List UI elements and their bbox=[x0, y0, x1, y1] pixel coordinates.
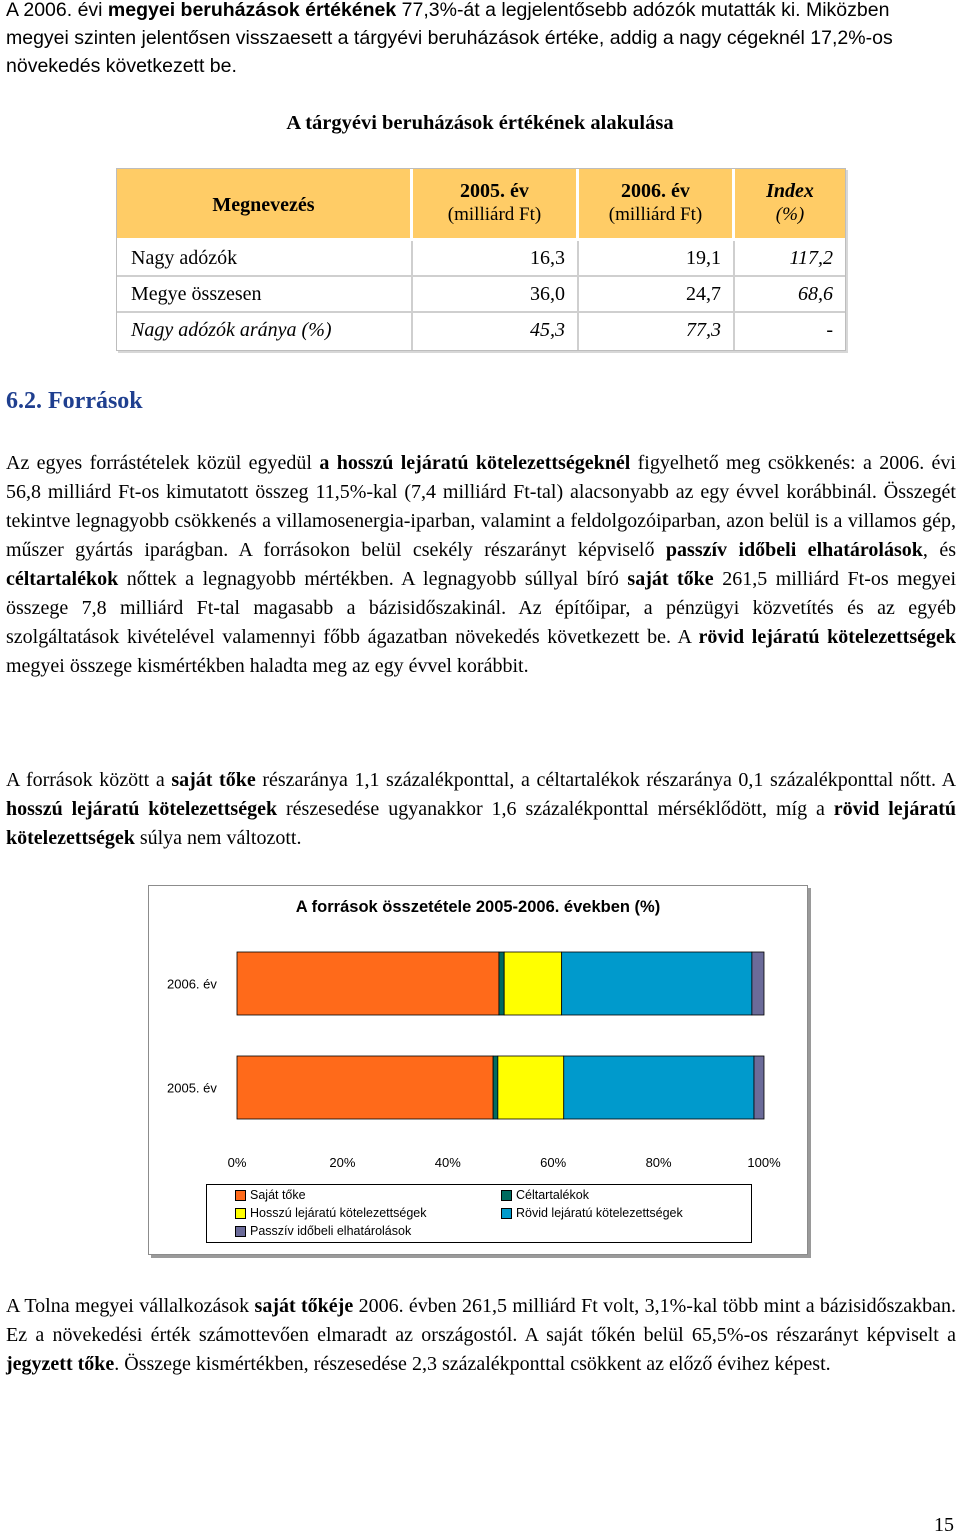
ratios-paragraph bbox=[6, 766, 956, 853]
legend-label: Rövid lejáratú kötelezettségek bbox=[516, 1206, 683, 1220]
body-text: részesedése ugyanakkor 1,6 százalékponttal mérséklődött, míg a bbox=[277, 798, 834, 820]
emphasis-text: passzív időbeli elhatárolások bbox=[665, 539, 923, 561]
body-text: , és bbox=[922, 539, 956, 561]
x-tick-label: 40% bbox=[434, 1155, 461, 1170]
emphasis-text: saját tőke bbox=[171, 769, 256, 791]
legend-swatch bbox=[235, 1226, 246, 1237]
x-tick-label: 100% bbox=[747, 1155, 781, 1170]
x-tick-label: 0% bbox=[227, 1155, 247, 1170]
x-tick-label: 60% bbox=[540, 1155, 567, 1170]
body-text: 2006. évben 261,5 milliárd Ft volt, 3,1%-kal több mint a bázisidőszakban. Ez a növekedési érték számottevően elmaradt az országostól. A saját tőkén belül 65,5%-os részarányt képviselt a bbox=[6, 1295, 956, 1346]
emphasis-text: megyei beruházások értékének bbox=[107, 0, 397, 21]
header-2005-main: 2005. év bbox=[460, 180, 529, 202]
header-index-main: Index bbox=[766, 180, 814, 202]
row-index: - bbox=[826, 319, 833, 341]
legend-swatch bbox=[501, 1208, 512, 1219]
row-index: 117,2 bbox=[735, 241, 845, 277]
bar-segment bbox=[562, 952, 752, 1015]
header-2005 bbox=[413, 169, 579, 241]
category-label: 2006. év bbox=[167, 976, 217, 992]
header-index-unit: (%) bbox=[775, 204, 805, 225]
x-tick-label: 80% bbox=[645, 1155, 672, 1170]
emphasis-text: jegyzett tőke bbox=[6, 1353, 115, 1375]
row-value-2005: 36,0 bbox=[413, 277, 579, 313]
body-text: megyei összege kismértékben haladta meg az egy évvel korábbit. bbox=[6, 655, 529, 677]
header-index bbox=[735, 169, 845, 241]
bar-segment bbox=[754, 1056, 764, 1119]
row-label: Megye összesen bbox=[117, 277, 413, 313]
bar-segment bbox=[493, 1056, 498, 1119]
legend-swatch bbox=[501, 1190, 512, 1201]
body-text: Az egyes forrástételek közül egyedül bbox=[6, 452, 320, 474]
body-text: A 2006. évi bbox=[6, 0, 108, 21]
row-value-2006: 19,1 bbox=[579, 241, 735, 277]
bar-segment bbox=[498, 1056, 564, 1119]
bar-segment bbox=[499, 952, 504, 1015]
emphasis-text: hosszú lejáratú kötelezettségek bbox=[6, 798, 278, 820]
legend-item bbox=[235, 1223, 411, 1239]
emphasis-text: saját tőkéje bbox=[254, 1295, 354, 1317]
header-2006-unit: (milliárd Ft) bbox=[608, 204, 703, 225]
bar-segment bbox=[237, 952, 499, 1015]
emphasis-text: céltartalékok bbox=[6, 568, 119, 590]
section-heading: 6.2. Források bbox=[6, 388, 143, 414]
bar-segment bbox=[237, 1056, 493, 1119]
investment-table bbox=[116, 168, 846, 351]
legend-item bbox=[235, 1205, 426, 1221]
legend-label: Hosszú lejáratú kötelezettségek bbox=[250, 1206, 427, 1220]
equity-paragraph bbox=[6, 1292, 956, 1379]
sources-composition-chart bbox=[148, 885, 808, 1255]
legend-item bbox=[501, 1205, 683, 1221]
body-text: figyelhető meg csökkenés: a 2006. évi 56,8 milliárd Ft-os kimutatott összeg 11,5%-kal (7,4 milliárd Ft-tal) alacsonyabb az egy évvel korábbinál. Összegét tekintve legnagyobb csökkenés a villamosenergia-iparban, valamint a feldolgozóiparban, azon belül is a villamos gép, műszer gyártás iparágban. A forrásokon belül csekély részarányt képviselő bbox=[6, 452, 956, 561]
row-value-2005: 16,3 bbox=[413, 241, 579, 277]
x-tick-label: 20% bbox=[329, 1155, 356, 1170]
row-value-2005: 45,3 bbox=[413, 313, 579, 350]
legend-label: Passzív időbeli elhatárolások bbox=[250, 1224, 412, 1238]
row-label: Nagy adózók bbox=[117, 241, 413, 277]
body-text: . Összege kismértékben, részesedése 2,3 százalékponttal csökkent az előző évihez képest. bbox=[114, 1353, 831, 1375]
emphasis-text: rövid lejáratú kötelezettségek bbox=[6, 798, 957, 849]
body-text: 261,5 milliárd Ft-os megyei összege 7,8 milliárd Ft-tal magasabb a bázisidőszakinál. Az építőipar, a pénzügyi közvetítés és az egyéb szolgáltatások kivételével valamennyi főbb ágazatban növekedés következett be. A bbox=[6, 568, 957, 648]
emphasis-text: rövid lejáratú kötelezettségek bbox=[698, 626, 956, 648]
body-text: A Tolna megyei vállalkozások bbox=[6, 1295, 255, 1317]
body-text: súlya nem változott. bbox=[134, 827, 302, 849]
legend-swatch bbox=[235, 1190, 246, 1201]
header-2005-unit: (milliárd Ft) bbox=[447, 204, 542, 225]
bar-segment bbox=[564, 1056, 754, 1119]
body-text: nőttek a legnagyobb mértékben. A legnagyobb súllyal bíró bbox=[118, 568, 628, 590]
emphasis-text: a hosszú lejáratú kötelezettségeknél bbox=[319, 452, 631, 474]
body-text: részaránya 1,1 százalékponttal, a céltartalékok részaránya 0,1 százalékponttal nőtt. A bbox=[255, 769, 957, 791]
bar-segment bbox=[752, 952, 764, 1015]
header-2006-main: 2006. év bbox=[621, 180, 690, 202]
table-title: A tárgyévi beruházások értékének alakulása bbox=[286, 112, 674, 134]
category-label: 2005. év bbox=[167, 1080, 217, 1096]
legend-label: Céltartalékok bbox=[516, 1188, 589, 1202]
chart-legend bbox=[206, 1184, 752, 1243]
sources-paragraph bbox=[6, 449, 956, 681]
row-value-2006: 24,7 bbox=[579, 277, 735, 313]
row-index: 68,6 bbox=[735, 277, 845, 313]
body-text: A források között a bbox=[6, 769, 172, 791]
intro-paragraph bbox=[6, 0, 956, 80]
legend-label: Saját tőke bbox=[250, 1188, 306, 1202]
header-name: Megnevezés bbox=[117, 169, 413, 241]
chart-title: A források összetétele 2005-2006. években (%) bbox=[295, 898, 661, 916]
header-2006 bbox=[579, 169, 735, 241]
row-label: Nagy adózók aránya (%) bbox=[117, 313, 413, 350]
body-text: 77,3%-át a legjelentősebb adózók mutatták ki. Miközben megyei szinten jelentősen visszaesett a tárgyévi beruházások értéke, addig a nagy cégeknél 17,2%-os növekedés következett be. bbox=[6, 0, 893, 77]
legend-swatch bbox=[235, 1208, 246, 1219]
emphasis-text: saját tőke bbox=[627, 568, 714, 590]
legend-item bbox=[235, 1187, 306, 1203]
bar-segment bbox=[504, 952, 561, 1015]
page-number: 15 bbox=[934, 1514, 954, 1536]
legend-item bbox=[501, 1187, 589, 1203]
row-value-2006: 77,3 bbox=[579, 313, 735, 350]
